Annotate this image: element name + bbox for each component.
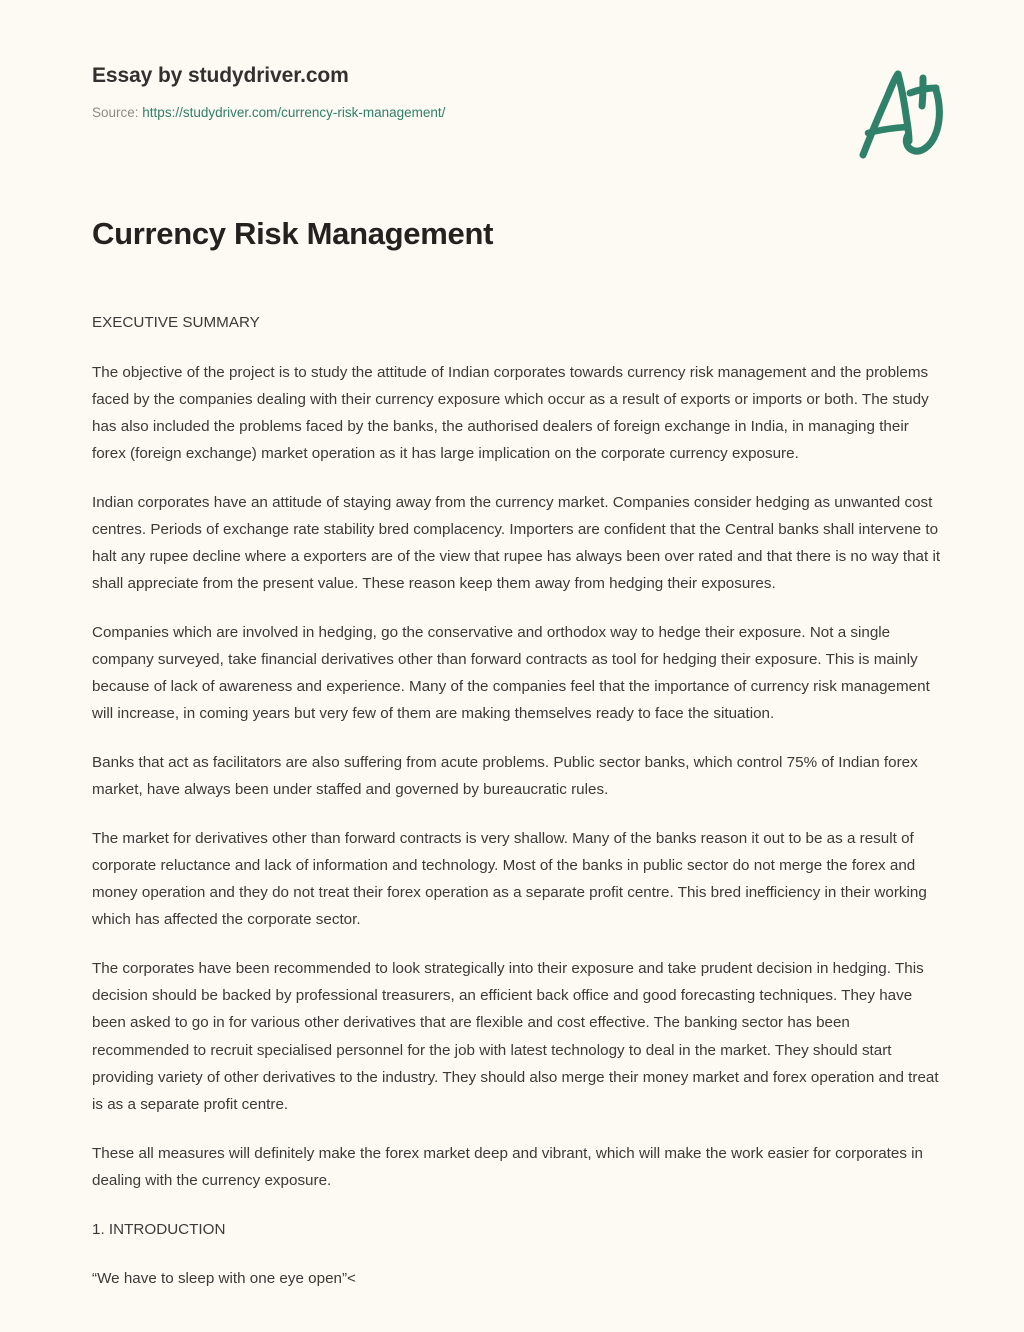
paragraph: The objective of the project is to study the attitude of Indian corporates towards currency risk management and the problems faced by the companies dealing with their currency exposure which occur as a result of exports or imports or both. The study has also included the problems faced by the banks, the authorised dealers of foreign exchange in India, in managing their forex (foreign exchange) market operation as it has large implication on the corporate currency exposure.: [92, 363, 929, 462]
page-title: Currency Risk Management: [92, 215, 494, 251]
paragraph: Banks that act as facilitators are also suffering from acute problems. Public sector banks, which control 75% of Indian forex market, have always been under staffed and governed by bureaucratic rules.: [92, 754, 918, 799]
source-label: Source:: [92, 105, 139, 121]
paragraph: The corporates have been recommended to look strategically into their exposure and take prudent decision in hedging. This decision should be backed by professional treasurers, an efficient back office and good forecasting techniques. They have been asked to go in for various other derivatives that are flexible and cost effective. The banking sector has been recommended to recruit specialised personnel for the job with latest technology to deal in the market. They should start providing variety of other derivatives to the industry. They should also merge their money market and forex operation and treat is as a separate profit centre.: [92, 960, 939, 1113]
section-heading-executive-summary: EXECUTIVE SUMMARY: [92, 314, 260, 332]
section-heading-introduction: 1. INTRODUCTION: [92, 1220, 226, 1238]
paragraph: Indian corporates have an attitude of staying away from the currency market. Companies consider hedging as unwanted cost centres. Periods of exchange rate stability bred complacency. Importers are confident that the Central banks shall intervene to halt any rupee decline where a exporters are of the view that rupee has always been over rated and that there is no way that it shall appreciate from the present value. These reason keep them away from hedging their exposures.: [92, 493, 941, 592]
paragraph: These all measures will definitely make the forex market deep and vibrant, which will make the work easier for corporates in dealing with the currency exposure.: [92, 1144, 924, 1189]
brand-title: Essay by studydriver.com: [92, 64, 349, 87]
page-header: [0, 0, 1024, 122]
paragraph: Companies which are involved in hedging, go the conservative and orthodox way to hedge their exposure. Not a single company surveyed, take financial derivatives other than forward contracts as tool for hedging their exposure. This is mainly because of lack of awareness and experience. Many of the companies feel that the importance of currency risk management will increase, in coming years but very few of them are making themselves ready to face the situation.: [92, 623, 930, 723]
a-plus-logo-icon: [848, 57, 952, 167]
source-line: [92, 104, 932, 122]
article-body: [0, 253, 1024, 1331]
paragraph-quote: “We have to sleep with one eye open”<: [92, 1269, 356, 1287]
source-url-link[interactable]: https://studydriver.com/currency-risk-management/: [142, 105, 446, 121]
paragraph: The market for derivatives other than forward contracts is very shallow. Many of the banks reason it out to be as a result of corporate reluctance and lack of information and technology. Most of the banks in public sector do not merge the forex and money operation and they do not treat their forex operation as a separate profit centre. This bred inefficiency in their working which has affected the corporate sector.: [92, 830, 927, 929]
